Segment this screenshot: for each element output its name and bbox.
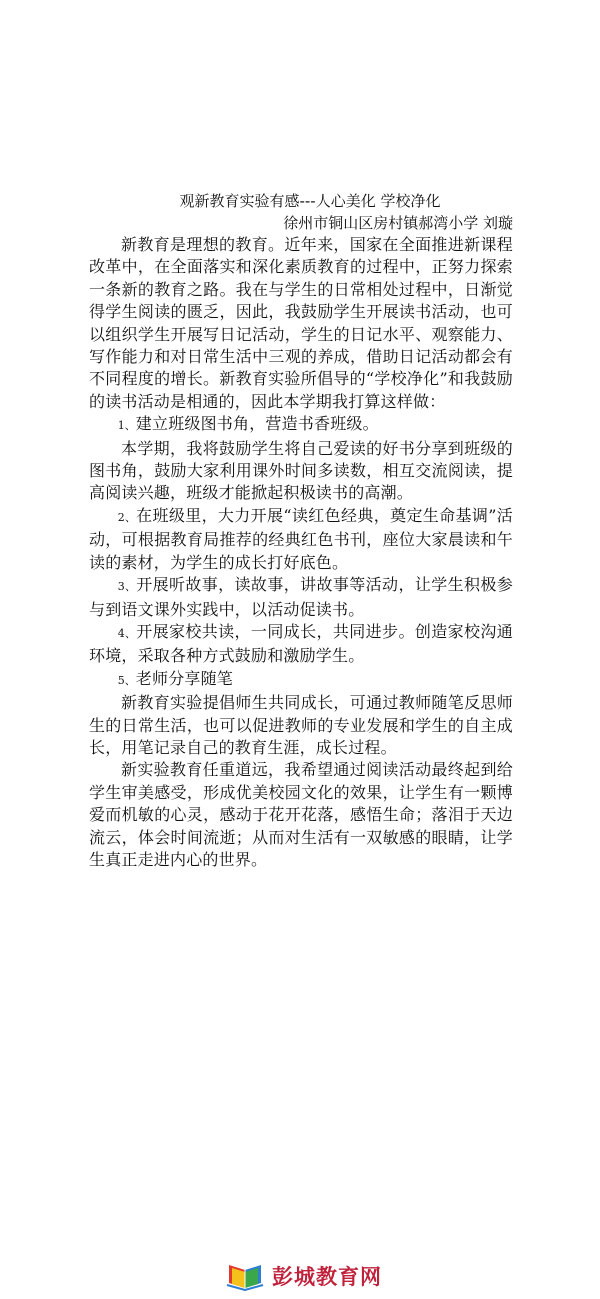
item-text: 在班级里，大力开展“读红色经典，奠定生命基调”活动，可根据教育局推荐的经典红色书刊，座位大家晨读和午读的素材，为学生的成长打好底色。 [89, 505, 513, 572]
item-text: 开展听故事，读故事，讲故事等活动，让学生积极参与到语文课外实践中，以活动促读书。 [89, 575, 513, 619]
article [89, 190, 513, 871]
paragraph-intro: 新教育是理想的教育。近年来，国家在全面推进新课程改革中，在全面落实和深化素质教育的过程中，正努力探索一条新的教育之路。我在与学生的日常相处过程中，日渐觉得学生阅读的匮乏，因此，我鼓励学生开展读书活动，也可以组织学生开展写日记活动，学生的日记水平、观察能力、写作能力和对日常生活中三观的养成，借助日记活动都会有不同程度的增长。新教育实验所倡导的“学校净化”和我鼓励的读书活动是相通的，因此本学期我打算这样做： [89, 235, 513, 411]
article-title: 观新教育实验有感---人心美化 学校净化 [179, 192, 441, 210]
open-book-icon [226, 1261, 264, 1291]
item-number: 1、 [117, 419, 136, 433]
site-logo[interactable] [226, 1260, 386, 1292]
article-author: 徐州市铜山区房村镇郝湾小学 刘璇 [283, 214, 513, 232]
item-number: 5、 [117, 673, 136, 687]
list-item-4 [89, 621, 513, 668]
item-number: 3、 [117, 580, 137, 594]
list-item-2 [89, 505, 513, 574]
item-number: 4、 [117, 626, 137, 640]
item-text: 建立班级图书角，营造书香班级。 [135, 414, 379, 434]
paragraph-item-5-detail: 新教育实验提倡师生共同成长，可通过教师随笔反思师生的日常生活，也可以促进教师的专业发展和学生的自主成长，用笔记录自己的教育生涯，成长过程。 [89, 693, 513, 757]
item-text: 老师分享随笔 [135, 668, 233, 688]
item-number: 2、 [117, 510, 137, 524]
logo-text: 彭城教育网 [272, 1265, 382, 1289]
paragraph-item-1-detail: 本学期，我将鼓励学生将自己爱读的好书分享到班级的图书角，鼓励大家利用课外时间多读数，相互交流阅读，提高阅读兴趣，班级才能掀起积极读书的高潮。 [89, 438, 513, 503]
paragraph-conclusion: 新实验教育任重道远，我希望通过阅读活动最终起到给学生审美感受，形成优美校园文化的效果，让学生有一颗博爱而机敏的心灵，感动于花开花落，感悟生命；落泪于天边流云，体会时间流逝；从而对生活有一双敏感的眼睛，让学生真正走进内心的世界。 [89, 760, 513, 869]
list-item-3 [89, 574, 513, 621]
list-item-1 [89, 413, 513, 437]
item-text: 开展家校共读，一同成长，共同进步。创造家校沟通环境，采取各种方式鼓励和激励学生。 [89, 621, 513, 666]
list-item-5 [89, 668, 513, 692]
